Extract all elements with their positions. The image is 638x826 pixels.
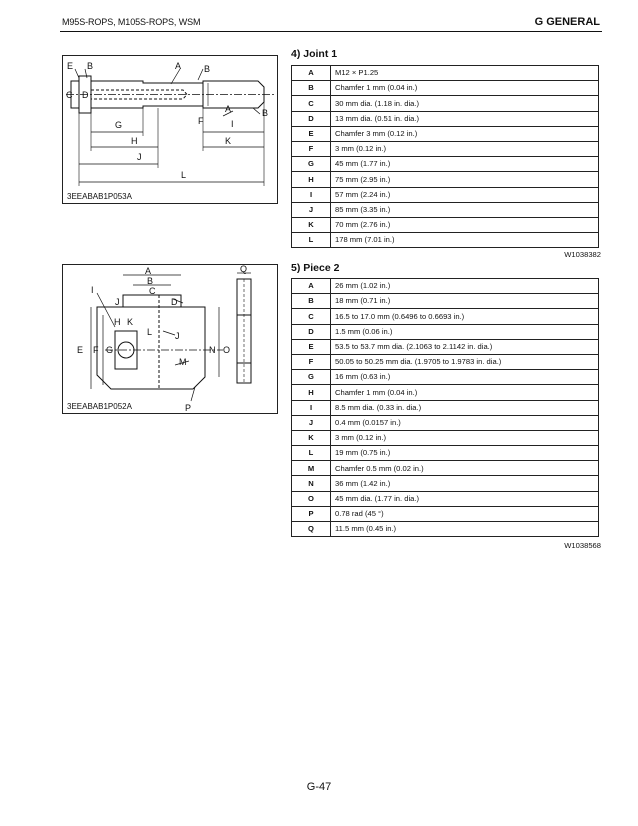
spec-value: 3 mm (0.12 in.) <box>331 141 599 156</box>
spec-value: 1.5 mm (0.06 in.) <box>331 324 599 339</box>
table-row <box>292 354 599 369</box>
table-row <box>292 66 599 81</box>
spec-key: D <box>292 111 331 126</box>
label-j: J <box>115 297 120 307</box>
table-row <box>292 279 599 294</box>
table-row <box>292 506 599 521</box>
spec-key: G <box>292 157 331 172</box>
label-e: E <box>67 61 74 71</box>
spec-key: E <box>292 126 331 141</box>
spec-value: 0.4 mm (0.0157 in.) <box>331 415 599 430</box>
spec-value: 0.78 rad (45 °) <box>331 506 599 521</box>
spec-key: L <box>292 446 331 461</box>
spec-value: 18 mm (0.71 in.) <box>331 294 599 309</box>
table-row <box>292 430 599 445</box>
spec-key: E <box>292 339 331 354</box>
spec-key: N <box>292 476 331 491</box>
table-row <box>292 126 599 141</box>
piece-section-title: 5) Piece 2 <box>291 262 340 274</box>
spec-key: F <box>292 141 331 156</box>
label-o: O <box>223 345 231 355</box>
spec-key: I <box>292 400 331 415</box>
spec-key: D <box>292 324 331 339</box>
table-row <box>292 202 599 217</box>
label-k: K <box>225 136 232 146</box>
spec-key: P <box>292 506 331 521</box>
spec-value: Chamfer 1 mm (0.04 in.) <box>331 385 599 400</box>
spec-key: K <box>292 217 331 232</box>
spec-value: 3 mm (0.12 in.) <box>331 430 599 445</box>
table-row <box>292 415 599 430</box>
label-b: B <box>87 61 94 71</box>
label-i: I <box>91 285 94 295</box>
table-row <box>292 294 599 309</box>
manual-title: M95S-ROPS, M105S-ROPS, WSM <box>62 17 201 27</box>
spec-value: Chamfer 3 mm (0.12 in.) <box>331 126 599 141</box>
spec-value: 45 mm (1.77 in.) <box>331 157 599 172</box>
table-row <box>292 491 599 506</box>
table-row <box>292 141 599 156</box>
label-c: C <box>66 90 73 100</box>
spec-key: O <box>292 491 331 506</box>
joint-section-title: 4) Joint 1 <box>291 48 338 60</box>
table-row <box>292 461 599 476</box>
table-row <box>292 81 599 96</box>
piece-figure <box>62 264 278 414</box>
table-row <box>292 446 599 461</box>
table-row <box>292 172 599 187</box>
header-rule <box>60 31 602 32</box>
table-row <box>292 217 599 232</box>
label-a: A <box>175 61 182 71</box>
label-a2: A <box>225 104 232 114</box>
spec-key: B <box>292 81 331 96</box>
label-g: G <box>115 120 123 130</box>
label-q: Q <box>240 265 248 274</box>
label-n: N <box>209 345 216 355</box>
table-row <box>292 157 599 172</box>
joint-figure <box>62 55 278 204</box>
spec-value: 11.5 mm (0.45 in.) <box>331 522 599 537</box>
joint-doc-code: W1038382 <box>564 250 601 259</box>
spec-key: M <box>292 461 331 476</box>
table-row <box>292 233 599 248</box>
spec-value: 26 mm (1.02 in.) <box>331 279 599 294</box>
piece-diagram <box>63 265 277 413</box>
spec-key: A <box>292 279 331 294</box>
piece-figure-code: 3EEABAB1P052A <box>67 402 132 411</box>
label-k: K <box>127 317 134 327</box>
table-row <box>292 96 599 111</box>
spec-value: 19 mm (0.75 in.) <box>331 446 599 461</box>
label-b3: B <box>262 108 269 118</box>
label-m: M <box>179 357 187 367</box>
spec-key: L <box>292 233 331 248</box>
label-d: D <box>171 297 178 307</box>
spec-key: C <box>292 309 331 324</box>
table-row <box>292 324 599 339</box>
table-row <box>292 111 599 126</box>
label-j: J <box>137 152 142 162</box>
spec-key: H <box>292 172 331 187</box>
spec-value: 45 mm dia. (1.77 in. dia.) <box>331 491 599 506</box>
spec-key: K <box>292 430 331 445</box>
spec-key: I <box>292 187 331 202</box>
label-h: H <box>131 136 138 146</box>
joint-diagram <box>63 56 277 203</box>
spec-value: 8.5 mm dia. (0.33 in. dia.) <box>331 400 599 415</box>
label-c: C <box>149 286 156 296</box>
spec-value: 85 mm (3.35 in.) <box>331 202 599 217</box>
spec-key: C <box>292 96 331 111</box>
spec-value: 70 mm (2.76 in.) <box>331 217 599 232</box>
page-number: G-47 <box>306 781 332 793</box>
table-row <box>292 522 599 537</box>
spec-key: H <box>292 385 331 400</box>
spec-value: 16.5 to 17.0 mm (0.6496 to 0.6693 in.) <box>331 309 599 324</box>
spec-value: 178 mm (7.01 in.) <box>331 233 599 248</box>
joint-figure-code: 3EEABAB1P053A <box>67 192 132 201</box>
spec-value: 57 mm (2.24 in.) <box>331 187 599 202</box>
piece-doc-code: W1038568 <box>564 541 601 550</box>
table-row <box>292 385 599 400</box>
spec-value: Chamfer 1 mm (0.04 in.) <box>331 81 599 96</box>
table-row <box>292 187 599 202</box>
label-j2: J <box>175 331 180 341</box>
label-l: L <box>181 170 187 180</box>
spec-value: 36 mm (1.42 in.) <box>331 476 599 491</box>
spec-value: 75 mm (2.95 in.) <box>331 172 599 187</box>
label-l: L <box>147 327 153 337</box>
table-row <box>292 339 599 354</box>
label-h: H <box>114 317 121 327</box>
spec-key: J <box>292 202 331 217</box>
table-row <box>292 476 599 491</box>
section-title: G GENERAL <box>534 16 600 28</box>
label-d: D <box>82 90 89 100</box>
label-e: E <box>77 345 84 355</box>
piece-spec-table <box>291 278 599 537</box>
spec-value: Chamfer 0.5 mm (0.02 in.) <box>331 461 599 476</box>
spec-key: J <box>292 415 331 430</box>
label-f: F <box>93 345 99 355</box>
label-p: P <box>185 403 192 413</box>
label-b2: B <box>204 64 211 74</box>
joint-spec-table <box>291 65 599 248</box>
spec-key: B <box>292 294 331 309</box>
spec-key: F <box>292 354 331 369</box>
spec-key: G <box>292 370 331 385</box>
spec-value: 13 mm dia. (0.51 in. dia.) <box>331 111 599 126</box>
table-row <box>292 370 599 385</box>
label-a: A <box>145 266 152 276</box>
spec-value: 53.5 to 53.7 mm dia. (2.1063 to 2.1142 in. dia.) <box>331 339 599 354</box>
spec-value: 30 mm dia. (1.18 in. dia.) <box>331 96 599 111</box>
label-b: B <box>147 276 154 286</box>
label-f: F <box>198 116 204 126</box>
label-g: G <box>106 345 114 355</box>
spec-value: M12 × P1.25 <box>331 66 599 81</box>
spec-value: 50.05 to 50.25 mm dia. (1.9705 to 1.9783 in. dia.) <box>331 354 599 369</box>
spec-key: A <box>292 66 331 81</box>
spec-key: Q <box>292 522 331 537</box>
spec-value: 16 mm (0.63 in.) <box>331 370 599 385</box>
table-row <box>292 309 599 324</box>
table-row <box>292 400 599 415</box>
label-i: I <box>231 119 234 129</box>
